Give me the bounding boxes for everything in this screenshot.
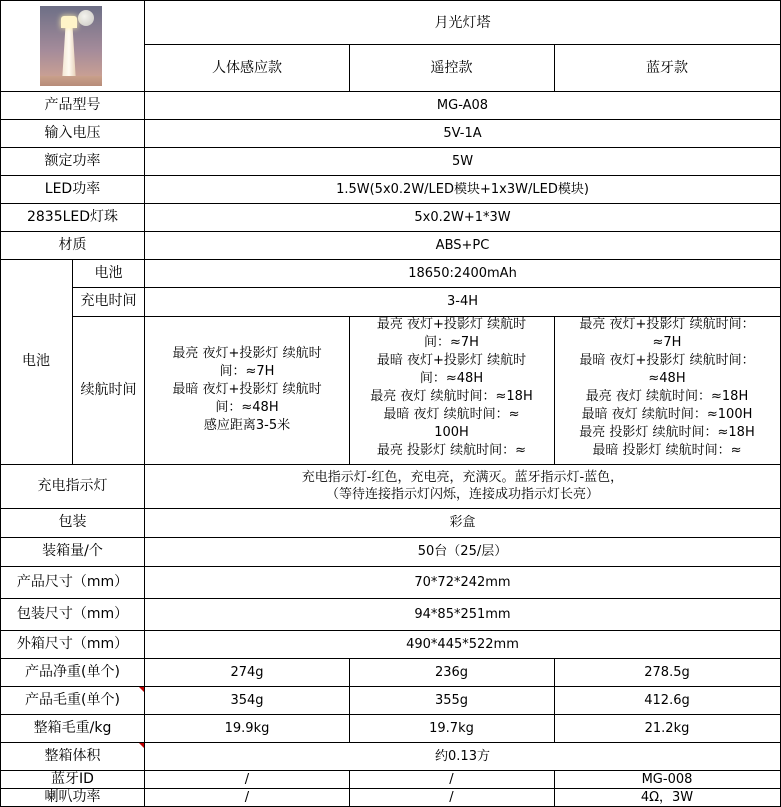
gross-weight-remote: 355g — [434, 692, 469, 708]
gross-weight-label: 产品毛重(单个) — [25, 691, 120, 708]
runtime-remote-line: 最亮 夜灯+投影灯 续航时 — [376, 317, 527, 332]
carton-weight-bluetooth: 21.2kg — [644, 720, 690, 736]
ground-shape — [40, 76, 102, 86]
runtime-remote-line: 最暗 夜灯+投影灯 续航时 — [376, 353, 527, 368]
carton-weight-remote: 19.7kg — [429, 720, 474, 736]
gross-weight-bluetooth: 412.6g — [644, 692, 690, 708]
h-line — [72, 316, 781, 317]
carton-qty-value: 50台（25/层） — [417, 544, 508, 559]
carton-qty-label: 装箱量/个 — [42, 543, 103, 559]
h-line — [0, 598, 781, 599]
runtime-remote-line: 间：≈7H — [424, 335, 479, 350]
runtime-sensor-line: 间：≈7H — [219, 364, 275, 379]
runtime-bluetooth — [554, 316, 780, 464]
h-line — [0, 175, 781, 176]
v-line — [349, 45, 350, 91]
carton-size-label: 外箱尺寸（mm） — [16, 635, 129, 652]
v-line — [72, 259, 73, 464]
runtime-bluetooth-line: ≈7H — [652, 335, 682, 350]
battery-value: 18650:2400mAh — [408, 265, 517, 281]
runtime-remote-line: 最暗 夜灯 续航时间：≈ — [383, 407, 520, 422]
package-size-value: 94*85*251mm — [414, 606, 511, 622]
runtime-sensor — [145, 316, 349, 464]
h-line — [145, 44, 781, 45]
runtime-sensor-line: 间：≈48H — [215, 400, 279, 415]
carton-weight-sensor: 19.9kg — [224, 720, 270, 736]
runtime-bluetooth-line: 最暗 夜灯 续航时间：≈100H — [581, 407, 753, 422]
indicator-line-1: 充电指示灯-红色，充电亮，充满灭。蓝牙指示灯-蓝色， — [301, 470, 624, 485]
h-line — [0, 91, 781, 92]
h-line — [0, 742, 781, 743]
runtime-sensor-line: 感应距离3-5米 — [203, 418, 291, 433]
h-line — [0, 119, 781, 120]
h-line — [0, 464, 781, 465]
carton-size-value: 490*445*522mm — [406, 636, 519, 652]
speaker-power-remote: / — [449, 789, 454, 805]
charge-time-label: 充电时间 — [80, 293, 137, 309]
runtime-bluetooth-line: 最亮 投影灯 续航时间：≈18H — [579, 425, 755, 440]
runtime-bluetooth-line: 最暗 投影灯 续航时间：≈ — [592, 443, 742, 458]
product-image — [40, 6, 102, 86]
h-line — [0, 770, 781, 771]
v-line — [554, 45, 555, 91]
battery-label: 电池 — [94, 264, 123, 281]
variant-remote: 遥控款 — [430, 59, 473, 76]
led-beads-value: 5x0.2W+1*3W — [414, 209, 511, 225]
bluetooth-id-sensor: / — [244, 771, 250, 787]
v-line — [144, 0, 145, 807]
packaging-value: 彩盒 — [449, 515, 476, 530]
product-size-value: 70*72*242mm — [414, 574, 511, 590]
carton-weight-label: 整箱毛重/kg — [33, 719, 112, 736]
runtime-remote-line: 最亮 夜灯 续航时间：≈18H — [370, 389, 533, 404]
runtime-sensor-line: 最亮 夜灯+投影灯 续航时 — [172, 346, 322, 361]
package-size-label: 包装尺寸（mm） — [16, 605, 129, 622]
runtime-sensor-line: 最暗 夜灯+投影灯 续航时 — [172, 382, 322, 397]
h-line — [0, 686, 781, 687]
h-line — [0, 537, 781, 538]
bluetooth-id-bluetooth: MG-008 — [641, 771, 693, 787]
speaker-power-bluetooth: 4Ω，3W — [640, 789, 694, 805]
net-weight-sensor: 274g — [230, 664, 264, 680]
net-weight-bluetooth: 278.5g — [644, 664, 690, 680]
h-line — [0, 508, 781, 509]
h-line — [0, 231, 781, 232]
model-label: 产品型号 — [44, 96, 101, 113]
lighthouse-shape — [62, 26, 76, 82]
carton-volume-value: 约0.13方 — [435, 748, 490, 764]
v-line — [554, 658, 555, 742]
indicator-value — [145, 464, 780, 508]
h-line — [72, 287, 781, 288]
net-weight-label: 产品净重(单个) — [25, 663, 120, 680]
v-line — [349, 658, 350, 742]
h-line — [0, 566, 781, 567]
led-beads-label: 2835LED灯珠 — [26, 208, 119, 225]
packaging-label: 包装 — [58, 514, 87, 530]
voltage-label: 输入电压 — [44, 124, 101, 141]
v-line — [554, 316, 555, 464]
power-value: 5W — [451, 153, 474, 169]
lamp-shape — [61, 16, 77, 28]
border-top — [0, 0, 781, 1]
indicator-label: 充电指示灯 — [37, 477, 108, 494]
v-line — [554, 770, 555, 807]
runtime-bluetooth-line: 最亮 夜灯+投影灯 续航时间： — [579, 317, 755, 332]
bluetooth-id-remote: / — [449, 771, 454, 787]
h-line — [0, 788, 781, 789]
battery-group-label: 电池 — [22, 353, 50, 369]
comment-flag-icon[interactable] — [139, 743, 144, 748]
material-label: 材质 — [58, 236, 87, 253]
runtime-bluetooth-line: ≈48H — [648, 371, 686, 386]
v-line — [349, 770, 350, 807]
runtime-bluetooth-line: 最亮 夜灯 续航时间：≈18H — [585, 389, 749, 404]
led-power-label: LED功率 — [44, 180, 101, 197]
model-value: MG-A08 — [436, 97, 489, 113]
h-line — [0, 630, 781, 631]
product-size-label: 产品尺寸（mm） — [16, 573, 129, 590]
runtime-label: 续航时间 — [80, 381, 137, 398]
h-line — [0, 658, 781, 659]
variant-bluetooth: 蓝牙款 — [646, 59, 688, 76]
indicator-line-2: （等待连接指示灯闪烁，连接成功指示灯长亮） — [325, 487, 599, 502]
v-line — [349, 316, 350, 464]
led-power-value: 1.5W(5x0.2W/LED模块+1x3W/LED模块) — [336, 181, 589, 197]
runtime-remote-line: 100H — [434, 425, 469, 440]
speaker-power-label: 喇叭功率 — [44, 788, 101, 805]
runtime-remote — [349, 316, 554, 464]
bluetooth-id-label: 蓝牙ID — [51, 770, 94, 787]
h-line — [0, 259, 781, 260]
product-title: 月光灯塔 — [434, 14, 491, 31]
power-label: 额定功率 — [44, 152, 101, 169]
voltage-value: 5V-1A — [443, 125, 482, 141]
h-line — [0, 147, 781, 148]
comment-flag-icon[interactable] — [139, 687, 144, 692]
net-weight-remote: 236g — [434, 664, 469, 680]
material-value: ABS+PC — [435, 237, 490, 253]
variant-sensor: 人体感应款 — [212, 59, 282, 76]
gross-weight-sensor: 354g — [230, 692, 264, 708]
charge-time-value: 3-4H — [446, 294, 478, 309]
runtime-remote-line: 最亮 投影灯 续航时间：≈ — [376, 443, 527, 458]
carton-volume-label: 整箱体积 — [44, 747, 101, 764]
runtime-remote-line: 间：≈48H — [419, 371, 484, 386]
h-line — [0, 714, 781, 715]
speaker-power-sensor: / — [244, 789, 250, 805]
moon-shape — [78, 10, 94, 26]
runtime-bluetooth-line: 最暗 夜灯+投影灯 续航时间： — [579, 353, 755, 368]
h-line — [0, 203, 781, 204]
